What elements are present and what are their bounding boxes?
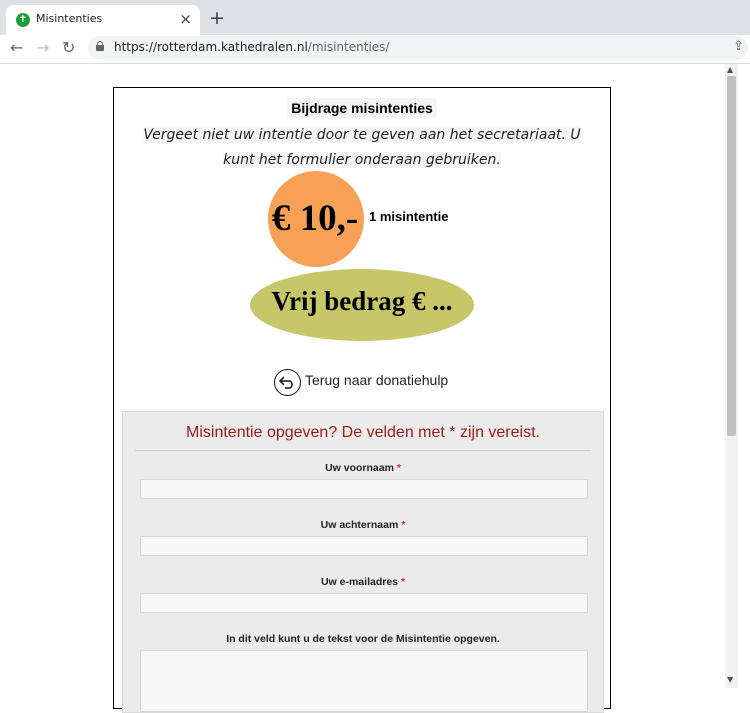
intro-text — [134, 123, 590, 173]
free-amount-button[interactable] — [250, 269, 474, 341]
reload-icon[interactable]: ↻ — [62, 38, 76, 57]
scrollbar-thumb[interactable] — [727, 76, 736, 436]
close-tab-icon[interactable]: × — [179, 10, 192, 28]
back-icon[interactable]: ← — [10, 38, 24, 57]
url-host: https://rotterdam.kathedralen.nl — [114, 40, 308, 54]
page-heading-text: Bijdrage misintenties — [287, 98, 437, 118]
first-name-label-text: Uw voornaam — [325, 462, 394, 474]
free-amount-label: Vrij bedrag € ... — [271, 286, 453, 316]
scroll-down-icon[interactable]: ▼ — [727, 675, 734, 684]
last-name-label-text: Uw achternaam — [320, 519, 399, 531]
content-box — [113, 87, 611, 709]
donation-amount: € 10,- — [271, 198, 359, 239]
last-name-input[interactable] — [140, 536, 588, 556]
intention-textarea[interactable] — [140, 650, 588, 712]
required-mark: * — [401, 519, 406, 531]
address-bar[interactable] — [88, 36, 748, 60]
first-name-input[interactable] — [140, 479, 588, 499]
browser-tab[interactable] — [6, 5, 200, 35]
url-path: /misintenties/ — [307, 40, 390, 54]
form-title: Misintentie opgeven? De velden met * zijn vereist. — [186, 424, 540, 441]
intention-text-label: In dit veld kunt u de tekst voor de Misintentie opgeven. — [226, 633, 500, 645]
form-divider — [135, 450, 591, 451]
browser-toolbar — [0, 35, 750, 64]
church-favicon-icon: ✝ — [16, 13, 30, 27]
url-text — [114, 40, 389, 54]
misintentie-form — [122, 411, 604, 713]
required-mark: * — [396, 462, 401, 474]
email-input[interactable] — [140, 593, 588, 613]
tab-title: Misintenties — [36, 12, 103, 25]
intro-text-content: Vergeet niet uw intentie door te geven aan het secretariaat. U kunt het formulier onderaan gebruiken. — [143, 127, 581, 168]
email-label — [123, 576, 603, 588]
scroll-up-icon[interactable]: ▲ — [727, 65, 734, 74]
vertical-scrollbar[interactable] — [725, 64, 738, 688]
email-label-text: Uw e-mailadres — [320, 576, 399, 588]
tab-strip — [0, 0, 750, 35]
donation-label: 1 misintentie — [369, 209, 449, 224]
lock-icon — [96, 41, 104, 51]
required-mark: * — [400, 576, 406, 588]
back-link-label: Terug naar donatiehulp — [305, 372, 449, 388]
page-heading — [114, 98, 610, 117]
new-tab-button[interactable]: + — [209, 7, 225, 29]
last-name-label — [123, 519, 603, 531]
return-arrow-icon — [274, 369, 301, 396]
donation-10-button[interactable] — [268, 171, 364, 267]
first-name-label — [123, 462, 603, 474]
forward-icon[interactable]: → — [36, 38, 50, 57]
share-icon[interactable]: ⇪ — [733, 39, 744, 54]
